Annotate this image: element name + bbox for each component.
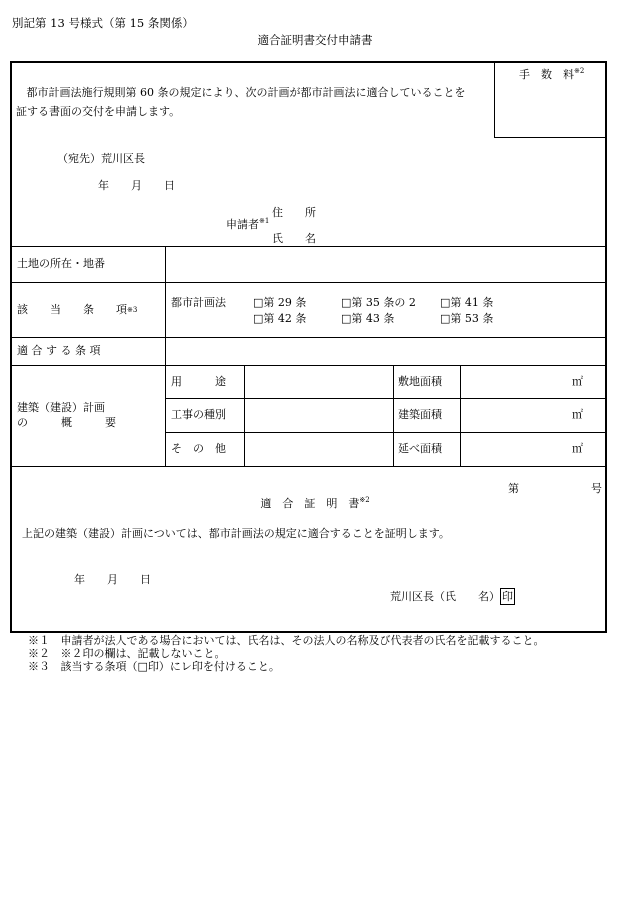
application-date: 年 月 日 xyxy=(98,179,175,192)
certificate-body: 上記の建築（建設）計画については、都市計画法の規定に適合することを証明します。 xyxy=(22,527,450,540)
footnote-3: ※３ 該当する条項（□印）にレ印を付けること。 xyxy=(28,660,280,673)
article-35-2-checkbox[interactable]: □第 35 条の 2 xyxy=(341,296,416,309)
site-area-unit: ㎡ xyxy=(572,374,583,388)
addressee: （宛先）荒川区長 xyxy=(57,152,145,165)
article-41-checkbox[interactable]: □第 41 条 xyxy=(440,296,494,309)
building-area-field[interactable] xyxy=(461,399,606,432)
site-area-field[interactable] xyxy=(461,366,606,398)
articles-law-name: 都市計画法 xyxy=(171,296,226,309)
fee-label: 手 数 料$^{※2}$ xyxy=(519,67,585,81)
work-type-field[interactable] xyxy=(245,399,393,432)
article-42-checkbox[interactable]: □第 42 条 xyxy=(253,312,307,325)
work-type-label: 工事の種別 xyxy=(171,408,226,422)
applicant-address-label: 住 所 xyxy=(272,206,316,219)
form-number: 別記第 13 号様式（第 15 条関係） xyxy=(12,16,194,30)
footnote-1: ※１ 申請者が法人である場合においては、氏名は、その法人の名称及び代表者の氏名を記載すること。 xyxy=(28,634,545,647)
floor-area-unit: ㎡ xyxy=(572,442,583,456)
article-29-checkbox[interactable]: □第 29 条 xyxy=(253,296,307,309)
fee-box-bottom-border xyxy=(494,137,606,138)
article-43-checkbox[interactable]: □第 43 条 xyxy=(341,312,395,325)
conforming-articles-field[interactable] xyxy=(166,338,606,365)
other-label: そ の 他 xyxy=(171,442,226,456)
land-location-label: 土地の所在・地番 xyxy=(17,257,105,271)
floor-area-label: 延べ面積 xyxy=(398,442,442,456)
building-area-label: 建築面積 xyxy=(398,408,442,422)
use-field[interactable] xyxy=(245,366,393,398)
footnote-2: ※２ ※２印の欄は、記載しないこと。 xyxy=(28,647,226,660)
land-location-field[interactable] xyxy=(166,247,606,282)
table-line xyxy=(11,466,607,467)
conforming-articles-label: 適 合 す る 条 項 xyxy=(17,344,101,358)
applicant-name-label: 氏 名 xyxy=(272,232,316,245)
building-plan-label-line-1: 建築（建設）計画 xyxy=(17,401,105,414)
seal-box: 印 xyxy=(502,590,513,603)
articles-label: 該 当 条 項 ※3 xyxy=(17,302,138,316)
site-area-label: 敷地面積 xyxy=(398,374,442,388)
table-line xyxy=(393,365,394,466)
building-area-unit: ㎡ xyxy=(572,408,583,422)
certificate-number-suffix: 号 xyxy=(591,482,602,495)
other-field[interactable] xyxy=(245,433,393,466)
building-plan-label-line-2: の 概 要 xyxy=(17,416,116,429)
certificate-number-prefix: 第 xyxy=(508,482,519,495)
certificate-title: 適 合 証 明 書$^{※2}$ xyxy=(260,496,370,510)
applicant-label: 申請者$^{※1}$ xyxy=(226,217,270,231)
use-label: 用 途 xyxy=(171,374,226,388)
floor-area-field[interactable] xyxy=(461,433,606,466)
article-53-checkbox[interactable]: □第 53 条 xyxy=(440,312,494,325)
fee-box-left-border xyxy=(494,62,495,138)
form-title: 適合証明書交付申請書 xyxy=(257,33,373,47)
intro-line-1: 都市計画法施行規則第 60 条の規定により、次の計画が都市計画法に適合していることを xyxy=(26,86,466,99)
certificate-date: 年 月 日 xyxy=(74,573,151,586)
intro-line-2: 証する書面の交付を申請します。 xyxy=(16,105,181,118)
certificate-signer: 荒川区長（氏 名） 印 xyxy=(390,590,513,603)
